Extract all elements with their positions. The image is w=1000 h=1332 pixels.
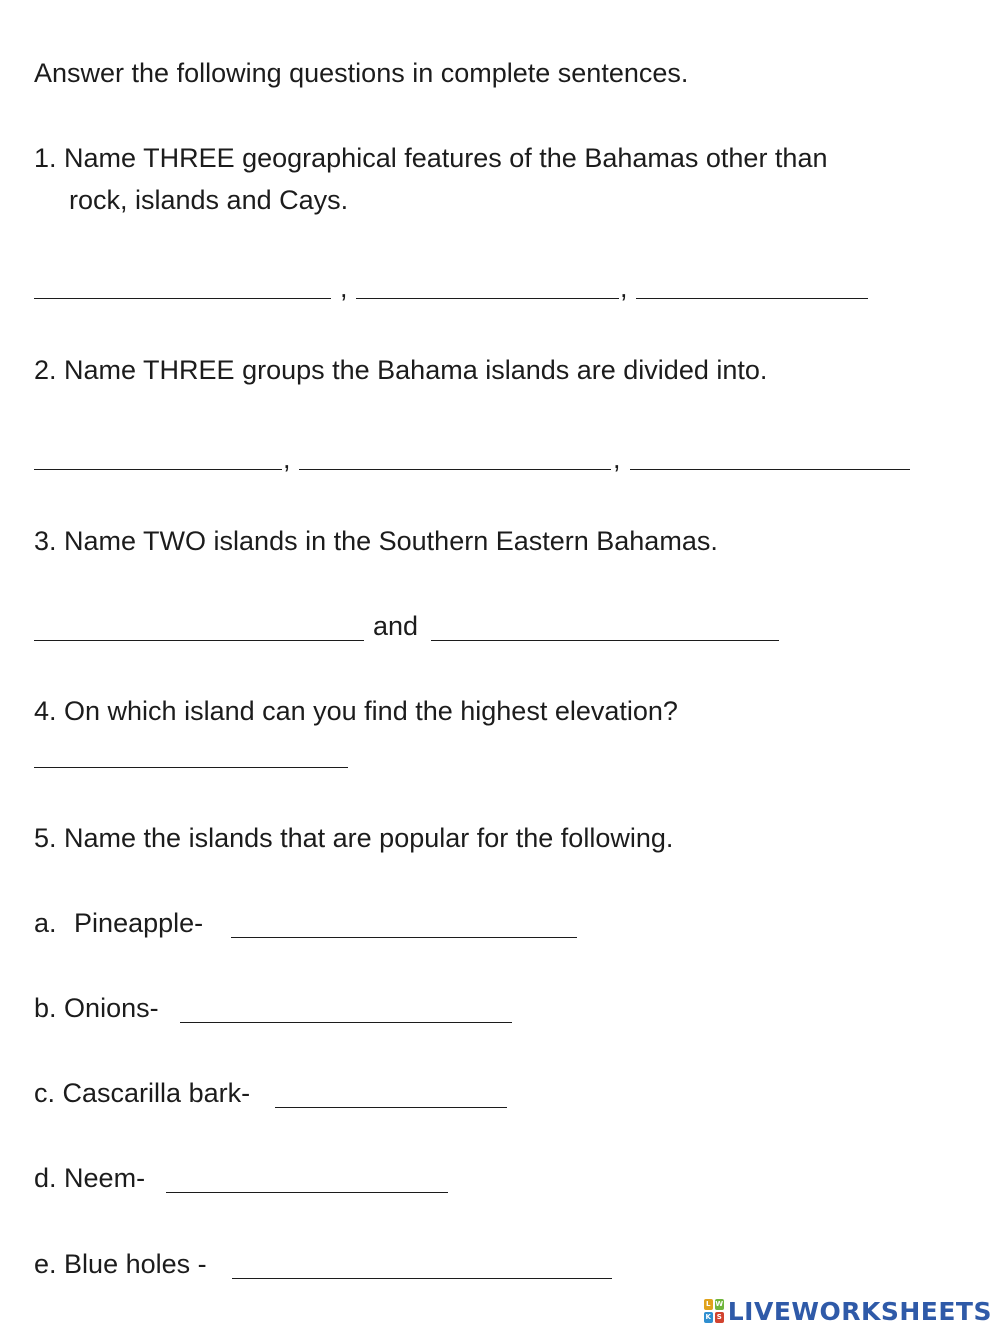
q2-answer-3[interactable] bbox=[630, 434, 912, 468]
liveworksheets-brand[interactable]: LIVEWORKSHEETS bbox=[727, 1297, 992, 1326]
q3-answer-2[interactable] bbox=[431, 605, 781, 639]
q5-answer-d[interactable] bbox=[166, 1157, 450, 1191]
q5-item-a-label: Pineapple- bbox=[74, 908, 204, 938]
q5-answer-c-underline bbox=[275, 1107, 507, 1108]
q1-answer-3-underline bbox=[636, 298, 868, 299]
q5-item-b-label: Onions- bbox=[64, 993, 159, 1023]
q5-item-b bbox=[34, 988, 159, 1028]
q2-answer-1-underline bbox=[34, 469, 282, 470]
q1-answer-2[interactable] bbox=[356, 264, 621, 298]
q3-answer-1[interactable] bbox=[34, 605, 366, 639]
q2-separator-1: , bbox=[283, 444, 291, 474]
q5-item-d-letter: d. bbox=[34, 1163, 57, 1193]
q5-answer-a[interactable] bbox=[231, 902, 579, 936]
question-1-text: Name THREE geographical features of the Bahamas other than bbox=[64, 143, 828, 173]
q5-item-d-label: Neem- bbox=[64, 1163, 146, 1193]
q5-item-b-letter: b. bbox=[34, 993, 57, 1023]
q1-answer-1[interactable] bbox=[34, 264, 334, 298]
instructions-text: Answer the following questions in complete sentences. bbox=[34, 58, 689, 88]
q1-answer-1-underline bbox=[34, 298, 331, 299]
q5-answer-a-underline bbox=[231, 937, 577, 938]
q5-answer-e-underline bbox=[232, 1278, 612, 1279]
logo-letter-2: W bbox=[715, 1299, 724, 1308]
q5-item-c-label: Cascarilla bark- bbox=[62, 1078, 251, 1108]
q4-answer[interactable] bbox=[34, 732, 350, 766]
q2-answer-1[interactable] bbox=[34, 434, 282, 468]
q5-answer-b-underline bbox=[180, 1022, 512, 1023]
q5-item-c bbox=[34, 1073, 250, 1113]
q5-answer-d-underline bbox=[166, 1192, 448, 1193]
logo-letter-3: K bbox=[705, 1312, 711, 1321]
q5-answer-b[interactable] bbox=[180, 987, 514, 1021]
question-3-text: 3. Name TWO islands in the Southern Eastern Bahamas. bbox=[34, 526, 718, 556]
logo-letter-4: S bbox=[716, 1312, 722, 1321]
q3-joiner: and bbox=[373, 611, 419, 641]
q2-separator-2: , bbox=[613, 444, 621, 474]
question-5-text: 5. Name the islands that are popular for the following. bbox=[34, 823, 674, 853]
q1-answer-3[interactable] bbox=[636, 264, 870, 298]
question-1-line-1 bbox=[34, 138, 827, 178]
question-2-text: 2. Name THREE groups the Bahama islands are divided into. bbox=[34, 355, 768, 385]
q3-answer-1-underline bbox=[34, 640, 364, 641]
q2-answer-2-underline bbox=[299, 469, 611, 470]
q5-item-d bbox=[34, 1158, 145, 1198]
q5-item-a-letter: a. bbox=[34, 908, 57, 938]
q3-answer-2-underline bbox=[431, 640, 779, 641]
q5-item-c-letter: c. bbox=[34, 1078, 56, 1108]
question-1-line-2: rock, islands and Cays. bbox=[69, 185, 349, 215]
q5-answer-c[interactable] bbox=[275, 1072, 509, 1106]
liveworksheets-footer bbox=[704, 1297, 992, 1326]
liveworksheets-logo-icon bbox=[704, 1299, 726, 1325]
q5-answer-e[interactable] bbox=[232, 1243, 614, 1277]
q5-item-a bbox=[34, 903, 203, 943]
q4-answer-underline bbox=[34, 767, 348, 768]
logo-letter-1: L bbox=[704, 1299, 713, 1310]
q5-item-e bbox=[34, 1244, 207, 1284]
q5-item-e-label: Blue holes - bbox=[64, 1249, 207, 1279]
q2-answer-2[interactable] bbox=[299, 434, 613, 468]
q1-separator-2: , bbox=[620, 273, 628, 303]
question-1-number: 1. bbox=[34, 143, 57, 173]
q1-separator-1: , bbox=[340, 273, 348, 303]
q5-item-e-letter: e. bbox=[34, 1249, 57, 1279]
question-4-text: 4. On which island can you find the highest elevation? bbox=[34, 696, 678, 726]
q1-answer-2-underline bbox=[356, 298, 619, 299]
q2-answer-3-underline bbox=[630, 469, 910, 470]
